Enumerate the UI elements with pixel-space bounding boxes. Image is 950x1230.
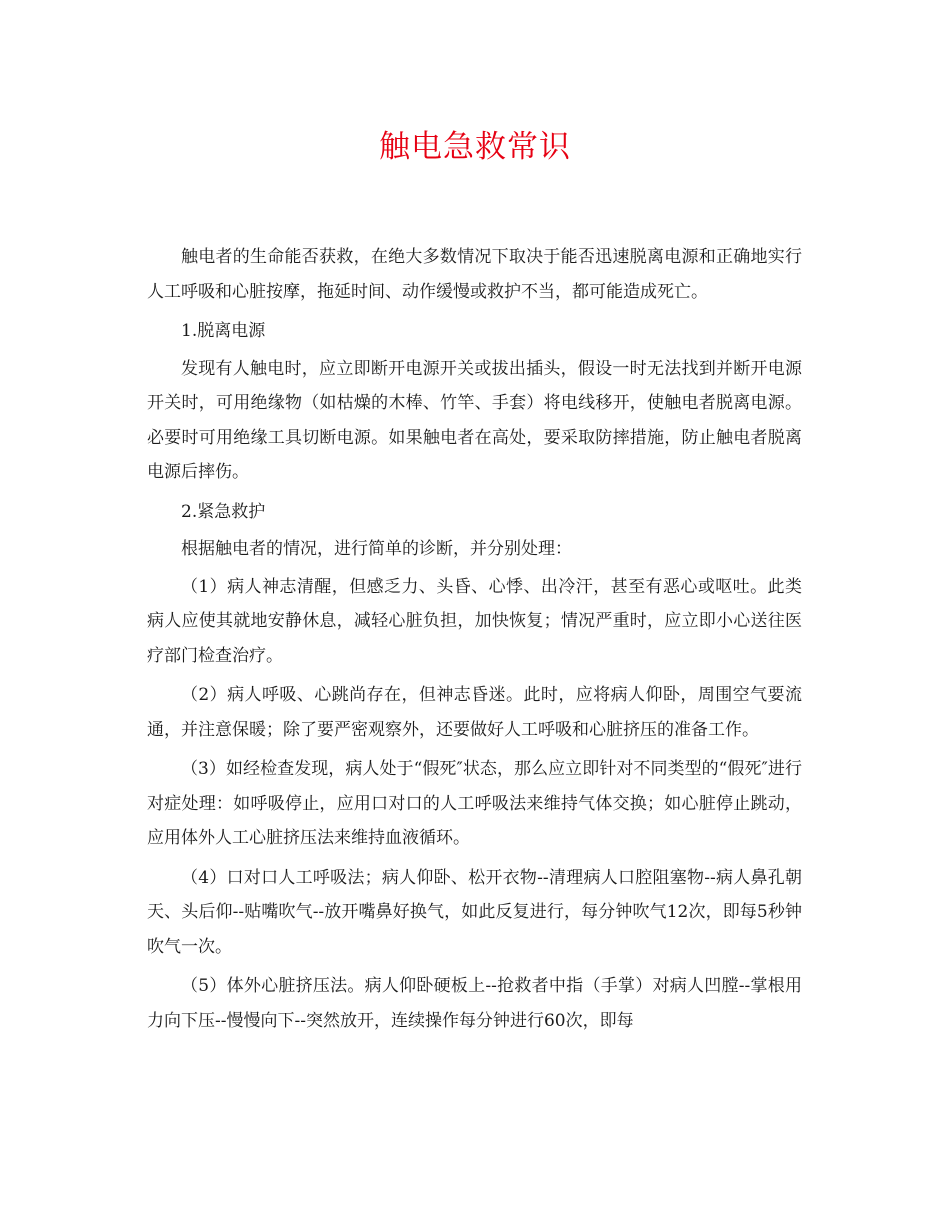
- page-title: 触电急救常识: [379, 129, 571, 165]
- paragraph-case-5: （5）体外心脏挤压法。病人仰卧硬板上--抢救者中指（手掌）对病人凹膛--掌根用力向下压--慢慢向下--突然放开，连续操作每分钟进行60次，即每: [147, 976, 802, 1031]
- paragraph-case-4: （4）口对口人工呼吸法；病人仰卧、松开衣物--清理病人口腔阻塞物--病人鼻孔朝天、头后仰--贴嘴吹气--放开嘴鼻好换气，如此反复进行，每分钟吹气12次，即每5秒钟吹气一次。: [147, 867, 802, 957]
- paragraph-case-1: （1）病人神志清醒，但感乏力、头昏、心悸、出冷汗，甚至有恶心或呕吐。此类病人应使其就地安静休息，减轻心脏负担，加快恢复；情况严重时，应立即小心送往医疗部门检查治疗。: [147, 576, 802, 666]
- section-heading-emergency-care: 2.紧急救护: [181, 501, 266, 522]
- paragraph-power-off: 发现有人触电时，应立即断开电源开关或拔出插头，假设一时无法找到并断开电源开关时，可用绝缘物（如枯燥的木棒、竹竿、手套）将电线移开，使触电者脱离电源。必要时可用绝缘工具切断电源。如果触电者在高处，要采取防摔措施，防止触电者脱离电源后摔伤。: [147, 358, 802, 482]
- paragraph-case-2: （2）病人呼吸、心跳尚存在，但神志昏迷。此时，应将病人仰卧，周围空气要流通，并注意保暖；除了要严密观察外，还要做好人工呼吸和心脏挤压的准备工作。: [147, 685, 802, 740]
- section-heading-power-off: 1.脱离电源: [181, 321, 266, 341]
- intro-paragraph: 触电者的生命能否获救，在绝大多数情况下取决于能否迅速脱离电源和正确地实行人工呼吸和心脏按摩，拖延时间、动作缓慢或救护不当，都可能造成死亡。: [147, 247, 802, 302]
- document-body: [147, 240, 802, 1038]
- paragraph-case-3: （3）如经检查发现，病人处于“假死″状态，那么应立即针对不同类型的“假死″进行对症处理：如呼吸停止，应用口对口的人工呼吸法来维持气体交换；如心脏停止跳动，应用体外人工心脏挤压法来维持血液循环。: [147, 759, 802, 848]
- paragraph-diagnosis: 根据触电者的情况，进行简单的诊断，并分别处理：: [181, 539, 572, 559]
